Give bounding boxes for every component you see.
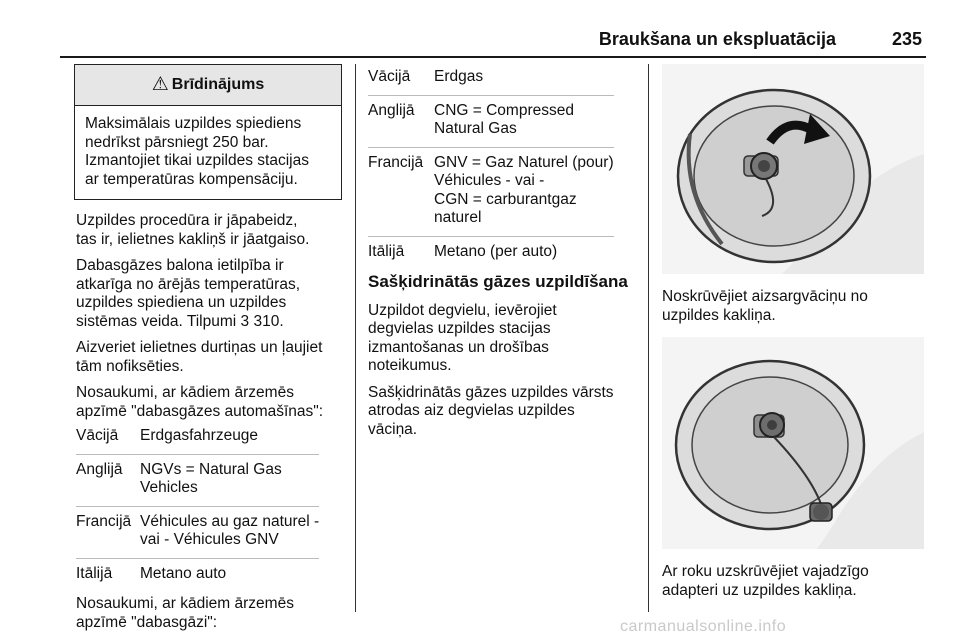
- warning-title: Brīdinājums: [171, 75, 265, 93]
- value-cell: [434, 95, 614, 147]
- gas-names-table: [368, 68, 614, 261]
- text-line: degvielas uzpildes stacijas: [368, 320, 551, 337]
- paragraph: [368, 384, 634, 440]
- text-line: noteikumus.: [368, 357, 452, 374]
- text-line: uzpildes kakliņa.: [662, 306, 776, 324]
- table-row: [368, 68, 614, 95]
- table-row: [76, 506, 319, 558]
- caption: [662, 288, 926, 325]
- table-row: [76, 427, 319, 454]
- value-cell: Erdgasfahrzeuge: [140, 427, 319, 454]
- value-cell: [140, 506, 319, 558]
- figure-attach-adapter: [662, 337, 924, 549]
- text-line: apzīmē "dabasgāzi":: [76, 613, 218, 631]
- text-line: atrodas aiz degvielas uzpildes: [368, 402, 575, 419]
- value-cell: Metano auto: [140, 564, 227, 582]
- column-2: [368, 64, 634, 447]
- text-line: sistēmas veida. Tilpumi: [76, 312, 237, 330]
- text-line: Sašķidrinātās gāzes uzpildes vārsts: [368, 383, 614, 401]
- country-cell: Anglijā: [76, 454, 140, 506]
- value-line: NGVs = Natural Gas: [140, 460, 282, 478]
- warning-line: Izmantojiet tikai uzpildes stacijas: [85, 152, 309, 169]
- value-line: Véhicules - vai -: [434, 172, 545, 189]
- warning-triangle-icon: ⚠: [151, 73, 169, 95]
- section-heading: Sašķidrinātās gāzes uzpildīšana: [368, 272, 628, 291]
- paragraph: [76, 339, 342, 376]
- value-line: GNV = Gaz Naturel (pour): [434, 153, 614, 171]
- page-header: [60, 24, 926, 58]
- text-line: Uzpildes procedūra ir jāpabeidz,: [76, 212, 298, 229]
- value-line: Véhicules au gaz naturel -: [140, 512, 320, 530]
- paragraph: [368, 302, 634, 376]
- text-line: tām nofiksēties.: [76, 357, 184, 375]
- page-number: 235: [891, 29, 922, 49]
- column-divider-2: [648, 64, 649, 612]
- country-cell: Itālijā: [368, 242, 405, 260]
- text-line: Dabasgāzes balona ietilpība ir: [76, 257, 284, 274]
- value-line: CGN = carburantgaz: [434, 190, 577, 208]
- table-row: [368, 147, 614, 236]
- adapter-illustration: [662, 337, 924, 549]
- text-line: Aizveriet ielietnes durtiņas un ļaujiet: [76, 339, 323, 356]
- text-line: vāciņa.: [368, 420, 418, 438]
- paragraph: [76, 257, 342, 331]
- country-cell: Vācijā: [76, 427, 140, 454]
- page-reference-link[interactable]: 3 310.: [240, 312, 284, 330]
- value-cell: Erdgas: [434, 68, 614, 95]
- value-cell: [140, 454, 319, 506]
- table-row: [368, 236, 614, 261]
- paragraph: [76, 595, 342, 632]
- country-cell: Vācijā: [368, 68, 434, 95]
- value-line: Vehicles: [140, 479, 198, 496]
- column-divider-1: [355, 64, 356, 612]
- country-cell: Anglijā: [368, 95, 434, 147]
- vehicle-names-table: [76, 427, 319, 583]
- value-line: Natural Gas: [434, 120, 517, 137]
- text-line: Nosaukumi, ar kādiem ārzemēs: [76, 595, 294, 612]
- warning-body: [75, 106, 341, 199]
- value-line: CNG = Compressed: [434, 101, 574, 119]
- text-line: Noskrūvējiet aizsargvāciņu no: [662, 288, 868, 305]
- text-line: uzpildes spiediena un uzpildes: [76, 294, 287, 311]
- paragraph: [76, 384, 342, 421]
- paragraph: [76, 212, 342, 249]
- text-line: atkarīga no ārējās temperatūras,: [76, 275, 301, 293]
- text-line: apzīmē "dabasgāzes automašīnas":: [76, 402, 324, 420]
- warning-line: ar temperatūras kompensāciju.: [85, 170, 298, 188]
- fuel-filler-cap-illustration: [662, 64, 924, 274]
- country-cell: Francijā: [76, 506, 140, 558]
- country-cell: Itālijā: [76, 564, 113, 582]
- value-line: naturel: [434, 209, 482, 226]
- value-cell: Metano (per auto): [434, 242, 558, 260]
- text-line: Uzpildot degvielu, ievērojiet: [368, 301, 557, 319]
- text-line: tas ir, ielietnes kakliņš ir jāatgaiso.: [76, 230, 310, 248]
- chapter-title: Braukšana un ekspluatācija: [598, 29, 836, 49]
- text-line: Nosaukumi, ar kādiem ārzemēs: [76, 384, 294, 401]
- table-row: [368, 95, 614, 147]
- text-line: izmantošanas un drošības: [368, 338, 549, 356]
- text-line: Ar roku uzskrūvējiet vajadzīgo: [662, 563, 869, 580]
- warning-line: Maksimālais uzpildes spiediens: [85, 115, 302, 132]
- warning-box: [74, 64, 342, 200]
- figure-remove-cap: [662, 64, 924, 274]
- watermark: carmanualsonline.info: [620, 618, 787, 635]
- column-1: [76, 64, 342, 640]
- warning-line: nedrīkst pārsniegt 250 bar.: [85, 133, 269, 151]
- value-line: vai - Véhicules GNV: [140, 531, 279, 548]
- text-line: adapteri uz uzpildes kakliņa.: [662, 581, 857, 599]
- table-row: [76, 558, 319, 583]
- warning-header: [75, 65, 341, 106]
- caption: [662, 563, 926, 600]
- country-cell: Francijā: [368, 147, 434, 236]
- value-cell: [434, 147, 614, 236]
- column-3: [662, 64, 926, 612]
- table-row: [76, 454, 319, 506]
